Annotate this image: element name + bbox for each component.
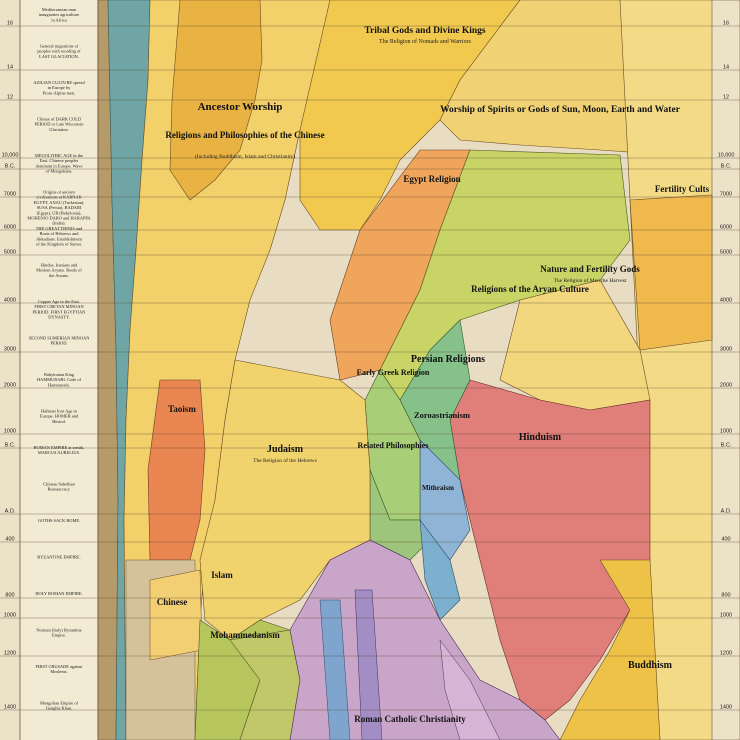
subtitle-chinese-religions: (Including Buddhism, Islam and Christianity) (194, 154, 296, 160)
history-entry: BYZANTINE EMPIRE. (37, 554, 81, 560)
year-label-left: A.D. (4, 508, 16, 515)
title-mohammedanism: Mohammedanism (210, 630, 280, 640)
year-label-left: 1000 (3, 612, 17, 619)
year-label-left: 4000 (3, 297, 17, 304)
title-egypt-religion: Egypt Religion (403, 174, 461, 184)
history-entry: Climax of DARK COLD PERIOD or Late Wisconsin Glaciation. (34, 116, 84, 132)
year-label-right: 6000 (719, 224, 733, 231)
title-judaism: Judaism (266, 444, 304, 455)
title-taoism: Taoism (168, 404, 196, 414)
history-entry: HOLY ROMAN EMPIRE. (35, 591, 83, 596)
year-label-right: 16 (722, 20, 730, 27)
year-label-left: 14 (6, 64, 14, 71)
year-label-right: 10,000 (717, 152, 735, 159)
title-worship-spirits: Worship of Spirits or Gods of Sun, Moon, Earth and Water (440, 105, 680, 115)
year-label-left: B.C. (4, 442, 16, 449)
year-label-right: 1400 (719, 704, 733, 711)
title-fertility-cults: Fertility Cults (654, 184, 710, 194)
right-year-column (712, 0, 740, 740)
year-label-left: 6000 (3, 224, 17, 231)
year-label-right: A.D. (720, 508, 732, 515)
history-entry: ROMAN EMPIRE at zenith, MARCUS AURELIUS. (33, 445, 85, 456)
year-label-left: 10,000 (1, 152, 19, 159)
year-label-right: 7000 (719, 191, 733, 198)
year-label-right: 3000 (719, 346, 733, 353)
year-label-left: 3000 (3, 346, 17, 353)
title-nature-fertility: Nature and Fertility Gods (540, 264, 640, 274)
title-hinduism: Hinduism (518, 432, 562, 443)
year-label-right: 1000 (719, 428, 733, 435)
year-label-right: 4000 (719, 297, 733, 304)
year-label-left: B.C. (4, 163, 16, 170)
year-label-left: 1000 (3, 428, 17, 435)
year-label-right: 400 (721, 536, 731, 543)
title-chinese-religions: Religions and Philosophies of the Chinese (165, 130, 325, 140)
year-label-left: 400 (5, 536, 15, 543)
title-related-philosophies: Related Philosophies (357, 441, 429, 450)
year-label-right: 1000 (719, 612, 733, 619)
left-year-column (0, 0, 20, 740)
history-entry: AZILIAN CULTURE spread in Europe by Proto-Alpine men. (33, 80, 85, 96)
subtitle-tribal-gods: The Religion of Nomads and Warriors (379, 39, 471, 45)
year-label-left: 12 (6, 94, 14, 101)
title-roman-catholic: Roman Catholic Christianity (354, 714, 466, 724)
title-mithraism: Mithraism (422, 484, 454, 492)
title-zoroastrianism: Zoroastrianism (413, 410, 471, 420)
year-label-right: 14 (722, 64, 730, 71)
history-entry: Origins of ancient civilizations at KARNAK EGYPT, ANAU (Turkestan), SUSA (Persia), BADARI (Egypt), UR (Babylonia), MOHENJO DARO and HARAPPA (India). (27, 189, 91, 226)
history-entry: Mediterranean man inaugurates agriculture in Africa (38, 7, 80, 23)
history-entry: Chinese Sabellian Bureaucracy. (43, 481, 75, 492)
title-aryan-culture: Religions of the Aryan Culture (471, 284, 589, 294)
history-entry: Hallstatt Iron Age in Europe. HOMER and Hesiod. (39, 408, 79, 424)
history-entry: THE GREAT THINIS and Boats of Hebrews and Akkadians. Establishment of the Kingdom of Sumer. (35, 226, 83, 247)
year-label-left: 1400 (3, 704, 17, 711)
history-entry: Copper Age in the East. FIRST CRETAN MINOAN PERIOD. FIRST EGYPTIAN DYNASTY. (32, 299, 86, 320)
year-label-left: 1200 (3, 650, 17, 657)
subtitle-judaism: The Religion of the Hebrews (253, 458, 317, 464)
history-entry: Babylonian King HAMMURABI. Code of Hammurabi. (36, 372, 82, 388)
history-entry: MEGOLITHIC AGE in the East. Chinese peoples dominant in Europe. Wave of Mongolians. (34, 153, 84, 174)
year-label-right: B.C. (720, 163, 732, 170)
year-label-right: 800 (721, 592, 731, 599)
title-chinese: Chinese (156, 597, 188, 607)
history-entry: General migrations of peoples with receding of LAST GLACIATION. (37, 43, 81, 59)
year-label-right: 1200 (719, 650, 733, 657)
year-label-right: 2000 (719, 382, 733, 389)
year-label-left: 16 (6, 20, 14, 27)
year-label-right: 5000 (719, 249, 733, 256)
title-early-greek: Early Greek Religion (356, 368, 430, 377)
band-fertility-cults (630, 195, 712, 350)
year-label-left: 800 (5, 592, 15, 599)
year-label-right: B.C. (720, 442, 732, 449)
year-label-left: 7000 (3, 191, 17, 198)
history-entry: Hindus, Iranians and Moslem Aryans. Reeds of the Aryans. (36, 262, 82, 278)
title-persian-religions: Persian Religions (410, 354, 486, 365)
history-entry: Mongolian Empire of Genghis Khan. (39, 700, 79, 711)
title-buddhism: Buddhism (628, 660, 672, 671)
subtitle-nature-fertility: The Religion of Men the Harvest (553, 278, 627, 284)
history-entry: SECOND SUMERIAN MINOAN PERIOD. (28, 335, 90, 346)
band-chinese-label-area (150, 570, 202, 660)
title-tribal-gods: Tribal Gods and Divine Kings (364, 26, 486, 36)
year-label-left: 2000 (3, 382, 17, 389)
history-entry: FIRST CRUSADE against Moslems. (35, 664, 83, 675)
history-entry: Norman (Italy) Byzantine Empire. (36, 627, 82, 638)
title-ancestor-worship: Ancestor Worship (197, 101, 283, 113)
history-entry: GOTHS SACK ROME. (37, 518, 81, 523)
year-label-right: 12 (722, 94, 730, 101)
title-islam: Islam (211, 570, 233, 580)
year-label-left: 5000 (3, 249, 17, 256)
